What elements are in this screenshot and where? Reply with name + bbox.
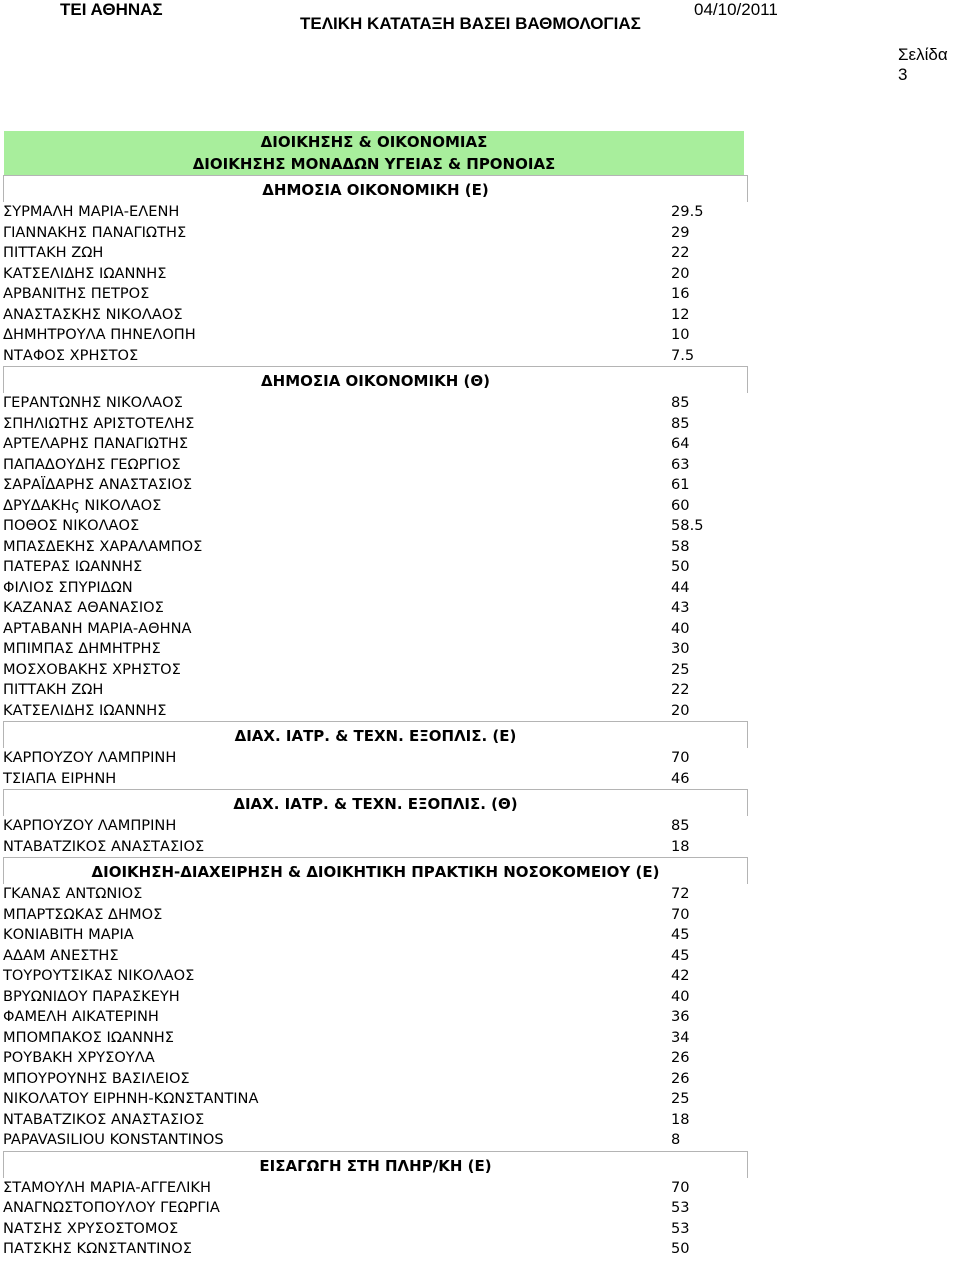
- student-score: 58.5: [671, 517, 704, 534]
- table-row: [0, 1089, 752, 1110]
- table-row: [0, 966, 752, 987]
- student-name: ΝΙΚΟΛΑΤΟΥ ΕΙΡΗΝΗ-ΚΩΝΣΤΑΝΤΙΝΑ: [3, 1090, 259, 1107]
- student-name: ΑΝΑΣΤΑΣΚΗΣ ΝΙΚΟΛΑΟΣ: [3, 305, 183, 323]
- course-heading: ΕΙΣΑΓΩΓΗ ΣΤΗ ΠΛΗΡ/ΚΗ (Ε): [3, 1151, 748, 1178]
- student-name: PAPAVASILIOU KONSTANTINOS: [3, 1131, 224, 1148]
- table-row: [0, 305, 752, 326]
- table-row: [0, 946, 752, 967]
- student-name: ΔΗΜΗΤΡΟΥΛΑ ΠΗΝΕΛΟΠΗ: [3, 326, 196, 343]
- student-score: 53: [671, 1219, 690, 1237]
- student-score: 18: [671, 1110, 690, 1128]
- table-row: [0, 905, 752, 926]
- table-row: [0, 619, 752, 640]
- student-score: 22: [671, 244, 690, 261]
- table-row: [0, 475, 752, 496]
- course-heading: ΔΙΑΧ. ΙΑΤΡ. & ΤΕΧΝ. ΕΞΟΠΛΙΣ. (Θ): [3, 789, 748, 816]
- student-name: ΑΝΑΓΝΩΣΤΟΠΟΥΛΟΥ ΓΕΩΡΓΙΑ: [3, 1199, 220, 1216]
- student-score: 25: [671, 1090, 690, 1107]
- page-number: Σελίδα 3: [898, 45, 948, 84]
- student-name: ΝΤΑΦΟΣ ΧΡΗΣΤΟΣ: [3, 346, 139, 364]
- student-name: ΣΠΗΛΙΩΤΗΣ ΑΡΙΣΤΟΤΕΛΗΣ: [3, 414, 195, 432]
- student-name: ΑΔΑΜ ΑΝΕΣΤΗΣ: [3, 946, 119, 964]
- table-row: [0, 284, 752, 305]
- table-row: [0, 598, 752, 619]
- student-score: 72: [671, 885, 690, 902]
- student-name: ΦΑΜΕΛΗ ΑΙΚΑΤΕΡΙΝΗ: [3, 1008, 159, 1025]
- student-score: 26: [671, 1069, 690, 1087]
- student-score: 53: [671, 1199, 690, 1216]
- student-name: ΚΑΤΣΕΛΙΔΗΣ ΙΩΑΝΝΗΣ: [3, 264, 167, 282]
- student-name: ΠΑΤΕΡΑΣ ΙΩΑΝΝΗΣ: [3, 558, 143, 575]
- table-row: [0, 434, 752, 455]
- student-name: ΣΥΡΜΑΛΗ ΜΑΡΙΑ-ΕΛΕΝΗ: [3, 203, 180, 220]
- course-heading: ΔΙΑΧ. ΙΑΤΡ. & ΤΕΧΝ. ΕΞΟΠΛΙΣ. (Ε): [3, 721, 748, 748]
- table-row: [0, 1239, 752, 1260]
- student-score: 40: [671, 987, 690, 1005]
- student-score: 36: [671, 1008, 690, 1025]
- student-name: ΠΙΤΤΑΚΗ ΖΩΗ: [3, 681, 104, 698]
- student-name: ΝΤΑΒΑΤΖΙΚΟΣ ΑΝΑΣΤΑΣΙΟΣ: [3, 837, 205, 855]
- student-name: ΤΣΙΑΠΑ ΕΙΡΗΝΗ: [3, 769, 117, 787]
- student-score: 34: [671, 1028, 690, 1046]
- course-heading: ΔΙΟΙΚΗΣΗ-ΔΙΑΧΕΙΡΗΣΗ & ΔΙΟΙΚΗΤΙΚΗ ΠΡΑΚΤΙΚΗ ΝΟΣΟΚΟΜΕΙΟΥ (Ε): [3, 857, 748, 884]
- table-row: [0, 769, 752, 790]
- student-name: ΠΙΤΤΑΚΗ ΖΩΗ: [3, 244, 104, 261]
- student-name: ΓΕΡΑΝΤΩΝΗΣ ΝΙΚΟΛΑΟΣ: [3, 394, 183, 411]
- table-row: [0, 1130, 752, 1151]
- student-name: ΜΠΟΜΠΑΚΟΣ ΙΩΑΝΝΗΣ: [3, 1028, 174, 1046]
- table-row: [0, 1069, 752, 1090]
- table-row: [0, 680, 752, 701]
- student-name: ΚΑΡΠΟΥΖΟΥ ΛΑΜΠΡΙΝΗ: [3, 749, 177, 766]
- student-name: ΓΚΑΝΑΣ ΑΝΤΩΝΙΟΣ: [3, 885, 143, 902]
- table-row: [0, 414, 752, 435]
- student-name: ΠΟΘΟΣ ΝΙΚΟΛΑΟΣ: [3, 517, 140, 534]
- student-score: 44: [671, 578, 690, 596]
- student-name: ΚΑΖΑΝΑΣ ΑΘΑΝΑΣΙΟΣ: [3, 599, 164, 616]
- table-row: [0, 1110, 752, 1131]
- student-score: 70: [671, 749, 690, 766]
- table-row: [0, 578, 752, 599]
- student-score: 85: [671, 414, 690, 432]
- table-row: [0, 639, 752, 660]
- student-name: ΤΟΥΡΟΥΤΣΙΚΑΣ ΝΙΚΟΛΑΟΣ: [3, 967, 195, 984]
- table-row: [0, 496, 752, 517]
- student-name: ΚΟΝΙΑΒΙΤΗ ΜΑΡΙΑ: [3, 926, 134, 943]
- student-score: 60: [671, 496, 690, 514]
- student-score: 16: [671, 285, 690, 302]
- student-name: ΜΠΟΥΡΟΥΝΗΣ ΒΑΣΙΛΕΙΟΣ: [3, 1069, 190, 1087]
- student-name: ΝΤΑΒΑΤΖΙΚΟΣ ΑΝΑΣΤΑΣΙΟΣ: [3, 1110, 205, 1128]
- student-score: 64: [671, 435, 690, 452]
- table-row: [0, 748, 752, 769]
- student-score: 45: [671, 926, 690, 943]
- table-row: [0, 816, 752, 837]
- student-name: ΜΠΙΜΠΑΣ ΔΗΜΗΤΡΗΣ: [3, 640, 161, 657]
- student-score: 45: [671, 946, 690, 964]
- student-score: 43: [671, 599, 690, 616]
- table-row: [0, 1198, 752, 1219]
- table-row: [0, 701, 752, 722]
- student-name: ΠΑΤΣΚΗΣ ΚΩΝΣΤΑΝΤΙΝΟΣ: [3, 1240, 193, 1257]
- student-score: 25: [671, 660, 690, 678]
- student-score: 61: [671, 476, 690, 493]
- table-row: [0, 1048, 752, 1069]
- table-row: [0, 557, 752, 578]
- table-row: [0, 1219, 752, 1240]
- student-name: ΠΑΠΑΔΟΥΔΗΣ ΓΕΩΡΓΙΟΣ: [3, 455, 181, 473]
- student-score: 26: [671, 1049, 690, 1066]
- table-row: [0, 393, 752, 414]
- table-row: [0, 925, 752, 946]
- student-score: 30: [671, 640, 690, 657]
- student-name: ΣΑΡΑΪΔΑΡΗΣ ΑΝΑΣΤΑΣΙΟΣ: [3, 476, 193, 493]
- student-score: 46: [671, 769, 690, 787]
- student-name: ΣΤΑΜΟΥΛΗ ΜΑΡΙΑ-ΑΓΓΕΛΙΚΗ: [3, 1178, 211, 1196]
- table-row: [0, 264, 752, 285]
- table-row: [0, 987, 752, 1008]
- department-heading: ΔΙΟΙΚΗΣΗΣ ΜΟΝΑΔΩΝ ΥΓΕΙΑΣ & ΠΡΟΝΟΙΑΣ: [4, 153, 744, 175]
- student-score: 85: [671, 817, 690, 834]
- student-score: 85: [671, 394, 690, 411]
- table-row: [0, 455, 752, 476]
- student-score: 12: [671, 305, 690, 323]
- student-score: 7.5: [671, 346, 695, 364]
- student-score: 50: [671, 1240, 690, 1257]
- student-score: 42: [671, 967, 690, 984]
- student-score: 20: [671, 264, 690, 282]
- student-name: ΜΟΣΧΟΒΑΚΗΣ ΧΡΗΣΤΟΣ: [3, 660, 181, 678]
- table-row: [0, 837, 752, 858]
- student-score: 10: [671, 326, 690, 343]
- student-name: ΑΡΤΕΛΑΡΗΣ ΠΑΝΑΓΙΩΤΗΣ: [3, 435, 189, 452]
- student-name: ΑΡΒΑΝΙΤΗΣ ΠΕΤΡΟΣ: [3, 285, 150, 302]
- student-name: ΡΟΥΒΑΚΗ ΧΡΥΣΟΥΛΑ: [3, 1049, 155, 1066]
- student-score: 29.5: [671, 203, 704, 220]
- student-name: ΝΑΤΣΗΣ ΧΡΥΣΟΣΤΟΜΟΣ: [3, 1219, 179, 1237]
- course-heading: ΔΗΜΟΣΙΑ ΟΙΚΟΝΟΜΙΚΗ (Ε): [3, 175, 748, 202]
- table-row: [0, 516, 752, 537]
- student-score: 40: [671, 619, 690, 637]
- student-score: 70: [671, 905, 690, 923]
- student-score: 63: [671, 455, 690, 473]
- table-row: [0, 1007, 752, 1028]
- student-name: ΚΑΤΣΕΛΙΔΗΣ ΙΩΑΝΝΗΣ: [3, 701, 167, 719]
- student-name: ΑΡΤΑΒΑΝΗ ΜΑΡΙΑ-ΑΘΗΝΑ: [3, 619, 192, 637]
- student-score: 18: [671, 837, 690, 855]
- report-date: 04/10/2011: [694, 0, 778, 19]
- student-score: 50: [671, 558, 690, 575]
- student-score: 29: [671, 223, 690, 241]
- course-heading: ΔΗΜΟΣΙΑ ΟΙΚΟΝΟΜΙΚΗ (Θ): [3, 366, 748, 393]
- student-score: 8: [671, 1131, 681, 1148]
- table-row: [0, 223, 752, 244]
- table-row: [0, 243, 752, 264]
- table-row: [0, 1178, 752, 1199]
- department-heading: ΔΙΟΙΚΗΣΗΣ & ΟΙΚΟΝΟΜΙΑΣ: [4, 131, 744, 153]
- student-score: 22: [671, 681, 690, 698]
- table-row: [0, 346, 752, 367]
- table-row: [0, 537, 752, 558]
- student-name: ΓΙΑΝΝΑΚΗΣ ΠΑΝΑΓΙΩΤΗΣ: [3, 223, 187, 241]
- institution-name: ΤΕΙ ΑΘΗΝΑΣ: [60, 0, 163, 19]
- table-row: [0, 1028, 752, 1049]
- table-row: [0, 202, 752, 223]
- student-name: ΜΠΑΣΔΕΚΗΣ ΧΑΡΑΛΑΜΠΟΣ: [3, 537, 203, 555]
- student-score: 70: [671, 1178, 690, 1196]
- table-row: [0, 660, 752, 681]
- student-score: 58: [671, 537, 690, 555]
- table-row: [0, 325, 752, 346]
- table-row: [0, 884, 752, 905]
- report-title: ΤΕΛΙΚΗ ΚΑΤΑΤΑΞΗ ΒΑΣΕΙ ΒΑΘΜΟΛΟΓΙΑΣ: [300, 14, 641, 33]
- student-score: 20: [671, 701, 690, 719]
- student-name: ΚΑΡΠΟΥΖΟΥ ΛΑΜΠΡΙΝΗ: [3, 817, 177, 834]
- student-name: ΔΡΥΔΑΚΗς ΝΙΚΟΛΑΟΣ: [3, 496, 162, 514]
- ranking-list: [0, 131, 752, 1260]
- student-name: ΦΙΛΙΟΣ ΣΠΥΡΙΔΩΝ: [3, 578, 133, 596]
- student-name: ΒΡΥΩΝΙΔΟΥ ΠΑΡΑΣΚΕΥΗ: [3, 987, 180, 1005]
- student-name: ΜΠΑΡΤΣΩΚΑΣ ΔΗΜΟΣ: [3, 905, 163, 923]
